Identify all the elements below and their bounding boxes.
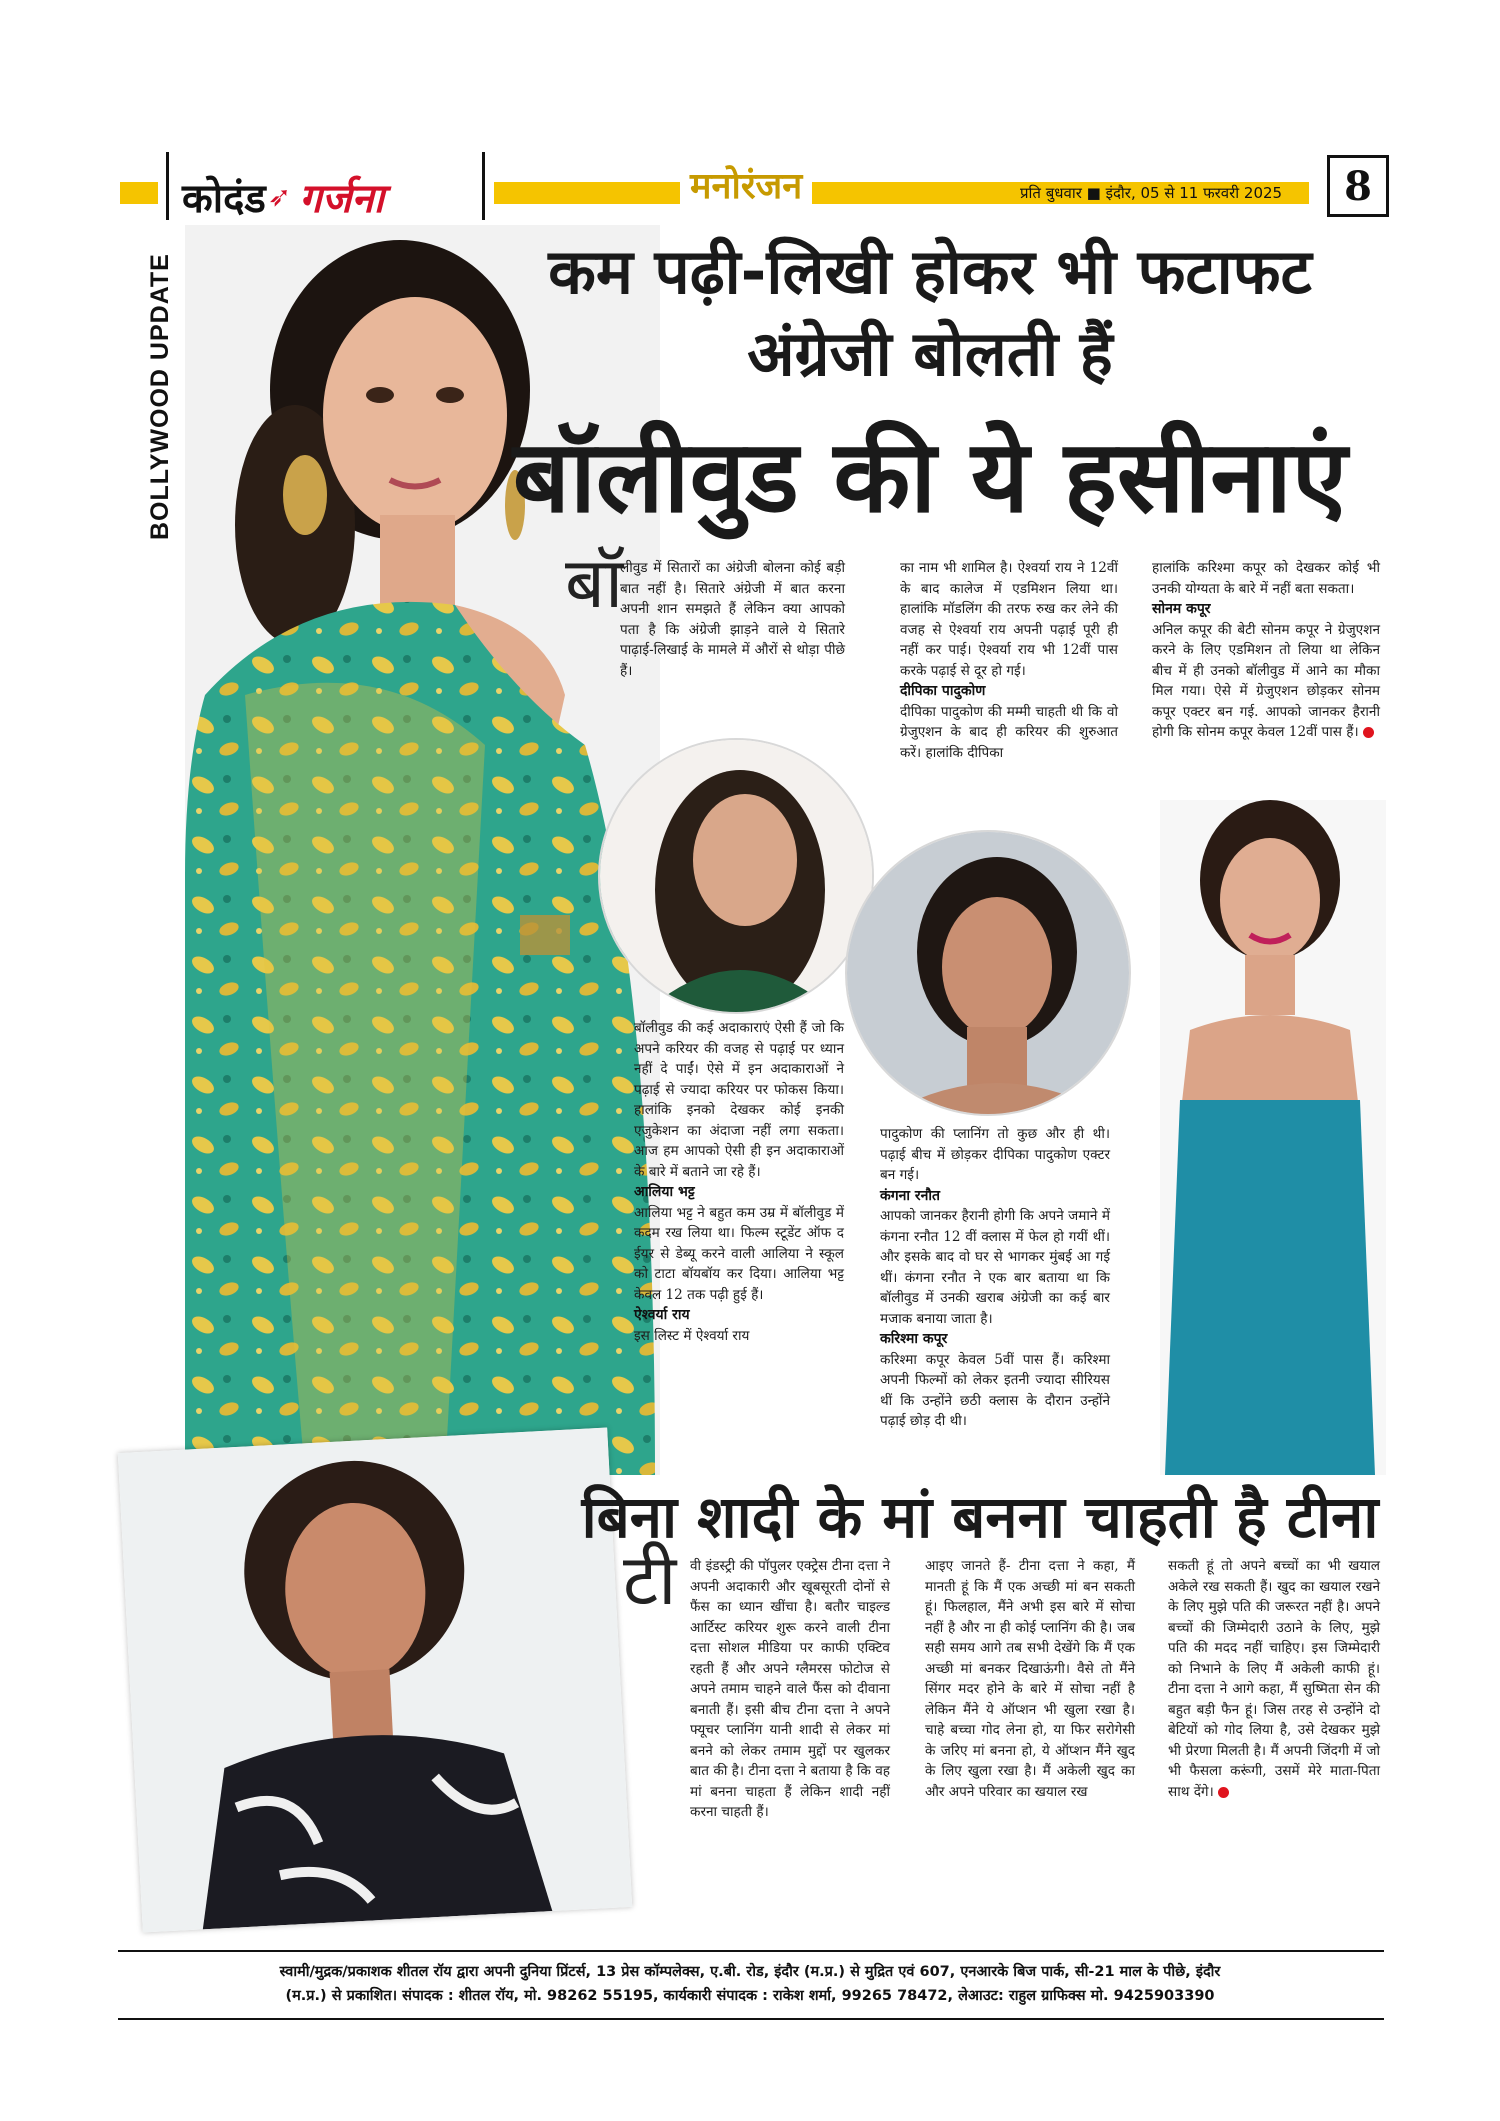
- subhead-karisma: करिश्मा कपूर: [880, 1331, 948, 1347]
- tina-text-3: सकती हूं तो अपने बच्चों का भी खयाल अकेले रख सकती हैं। खुद का खयाल रखने के लिए मुझे पति की जरूरत नहीं है। अपने बच्चों की जिम्मेदारी उठाने के लिए, मुझे पति की मदद नहीं चाहिए। इस जिम्मेदारी को निभाने के लिए मैं अकेली काफी हूं। टीना दत्ता ने आगे कहा, मैं सुष्मिता सेन की बहुत बड़ी फैन हूं। जिस तरह से उन्होंने दो बेटियों को गोद लिया है, उसे देखकर मुझे भी प्रेरणा मिलती है। मैं अपनी जिंदगी में जो भी फैसला करूंगी, उसमें मेरे माता-पिता साथ देंगे।: [1168, 1558, 1380, 1800]
- deepika-paragraph: दीपिका पादुकोण की मम्मी चाहती थी कि वो ग्रेजुएशन के बाद ही करियर की शुरुआत करें। हालांकि दीपिका: [900, 703, 1118, 761]
- tina-paragraph-1: वी इंडस्ट्री की पॉपुलर एक्ट्रेस टीना दत्ता ने अपनी अदाकारी और खूबसूरती दोनों से फैंस का ध्यान खींचा है। बतौर चाइल्ड आर्टिस्ट करियर शुरू करने वाली टीना दत्ता सोशल मीडिया पर काफी एक्टिव रहती हैं और अपने ग्लैमरस फोटोज से अपने तमाम चाहने वाले फैंस को दीवाना बनाती हैं। इसी बीच टीना दत्ता ने अपने फ्यूचर प्लानिंग यानी शादी से लेकर मां बनने को लेकर तमाम मुद्दों पर खुलकर बात की है। टीना दत्ता ने बताया है कि वह मां बनना चाहता हैं लेकिन शादी नहीं करना चाहती हैं।: [690, 1558, 890, 1820]
- article1-column-5: [880, 1124, 1110, 1432]
- karisma-paragraph: करिश्मा कपूर केवल 5वीं पास हैं। करिश्मा अपनी फिल्मों को लेकर इतनी ज्यादा सीरियस थीं कि उन्होंने छठी क्लास के दौरान उन्होंने पढ़ाई छोड़ दी थी।: [880, 1351, 1110, 1429]
- page-number: 8: [1327, 155, 1389, 217]
- kangana-paragraph: आपको जानकर हैरानी होगी कि अपने जमाने में कंगना रनौत 12 वीं क्लास में फेल हो गयीं थीं। और इसके बाद वो घर से भागकर मुंबई आ गई थीं। कंगना रनौत ने एक बार बताया था कि बॉलीवुड में उनकी खराब अंग्रेजी का कई बार मजाक बनाया जाता है।: [880, 1208, 1110, 1327]
- article1-column-3: [1152, 558, 1380, 743]
- subhead-alia: आलिया भट्ट: [634, 1184, 695, 1200]
- alia-paragraph: आलिया भट्ट ने बहुत कम उम्र में बॉलीवुड में कदम रख लिया था। फिल्म स्टूडेंट ऑफ द ईयर से डेब्यू करने वाली आलिया ने स्कूल को टाटा बॉयबॉय कर दिया। आलिया भट्ट केवल 12 तक पढ़ी हुई हैं।: [634, 1204, 844, 1303]
- sonam-photo-art: [1160, 800, 1386, 1475]
- headline-line-2: अंग्रेजी बोलती हैं: [747, 317, 1113, 390]
- subhead-deepika: दीपिका पादुकोण: [900, 683, 986, 699]
- headline-article-2: बिना शादी के मां बनना चाहती है टीना: [581, 1483, 1379, 1551]
- article2-column-1: [690, 1556, 890, 1823]
- footer-rule-bottom: [118, 2018, 1384, 2020]
- tina-photo: [118, 1428, 632, 1933]
- article1-column-1: [620, 558, 845, 681]
- subhead-aishwarya: ऐश्वर्या राय: [634, 1307, 690, 1323]
- karisma-continued: हालांकि करिश्मा कपूर को देखकर कोई भी उनकी योग्यता के बारे में नहीं बता सकता।: [1152, 560, 1380, 597]
- aishwarya-continued: का नाम भी शामिल है। ऐश्वर्या राय ने 12वीं के बाद कालेज में एडमिशन लिया था। हालांकि मॉडलिंग की तरफ रुख कर लेने की वजह से ऐश्वर्या राय अपनी पढ़ाई पूरी ही नहीं कर पाई। ऐश्वर्या राय भी 12वीं पास करके पढ़ाई से दूर हो गई।: [900, 560, 1118, 679]
- dateline: प्रति बुधवार ■ इंदौर, 05 से 11 फरवरी 2025: [1020, 184, 1283, 202]
- intro-paragraph: लीवुड में सितारों का अंग्रेजी बोलना कोई बड़ी बात नहीं है। सितारे अंग्रेजी में बात करना अपनी शान समझते हैं लेकिन क्या आपको पता है कि अंग्रेजी झाड़ने वाले ये सितारे पाढ़ाई-लिखाई के मामले में औरों से थोड़ा पीछे हैं।: [620, 560, 845, 679]
- masthead-logo: [182, 165, 384, 227]
- deepika-continued: पादुकोण की प्लानिंग तो कुछ और ही थी। पढ़ाई बीच में छोड़कर दीपिका पादुकोण एक्टर बन गई।: [880, 1126, 1110, 1183]
- subhead-sonam: सोनम कपूर: [1152, 601, 1211, 617]
- sonam-text: अनिल कपूर की बेटी सोनम कपूर ने ग्रेजुएशन करने के लिए एडमिशन तो लिया था लेकिन बीच में ही उनको बॉलीवुड में आने का मौका मिल गया। ऐसे में ग्रेजुएशन छोड़कर सोनम कपूर एक्टर बन गई. आपको जानकर हैरानी होगी कि सोनम कपूर केवल 12वीं पास हैं।: [1152, 621, 1380, 740]
- end-dot-icon: [1363, 727, 1374, 738]
- aishwarya-paragraph: इस लिस्ट में ऐश्वर्या राय: [634, 1327, 750, 1344]
- imprint-line-2: (म.प्र.) से प्रकाशित। संपादक : शीतल रॉय, मो. 98262 55195, कार्यकारी संपादक : राकेश शर्मा, 99265 78472, लेआउट: राहुल ग्राफिक्स मो. 9425903390: [285, 1988, 1215, 2004]
- header-rule: [166, 152, 169, 220]
- headline-line-3: बॉलीवुड की ये हसीनाएं: [512, 418, 1348, 535]
- brand-part-1: कोदंड: [182, 175, 266, 222]
- tina-photo-art: [118, 1428, 632, 1933]
- aishwarya-photo: [598, 738, 874, 1014]
- sonam-paragraph: [1152, 620, 1380, 743]
- article2-column-3: [1168, 1556, 1380, 1802]
- tina-paragraph-3: [1168, 1556, 1380, 1802]
- aishwarya-photo-art: [600, 740, 872, 1012]
- article1-column-4: [634, 1018, 844, 1346]
- brand-part-2: गर्जना: [299, 175, 384, 222]
- sonam-photo: [1160, 800, 1386, 1475]
- article2-column-2: [925, 1556, 1135, 1802]
- imprint: [120, 1960, 1380, 2008]
- section-title: मनोरंजन: [680, 160, 812, 209]
- deepika-photo-art: [847, 832, 1129, 1114]
- end-dot-icon: [1218, 1787, 1229, 1798]
- bow-icon: ➶: [267, 179, 292, 213]
- article1-column-2: [900, 558, 1118, 763]
- deepika-photo: [845, 830, 1131, 1116]
- header-rule: [482, 152, 485, 220]
- intro-continued: बॉलीवुड की कई अदाकाराएं ऐसी हैं जो कि अपने करियर की वजह से पढ़ाई पर ध्यान नहीं दे पाईं। ऐसे में इन अदाकाराओं ने पढ़ाई से ज्यादा करियर पर फोकस किया। हालांकि इनको देखकर कोई इनकी एजुकेशन का अंदाजा नहीं लगा सकता। आज हम आपको ऐसी ही इन अदाकाराओं के बारे में बताने जा रहे हैं।: [634, 1020, 844, 1180]
- header-bar-left: [120, 182, 158, 204]
- footer-rule-top: [118, 1950, 1384, 1952]
- side-label: BOLLYWOOD UPDATE: [146, 253, 174, 540]
- dropcap: बॉ: [565, 542, 624, 624]
- imprint-line-1: स्वामी/मुद्रक/प्रकाशक शीतल रॉय द्वारा अपनी दुनिया प्रिंटर्स, 13 प्रेस कॉम्पलेक्स, ए.बी. रोड, इंदौर (म.प्र.) से मुद्रित एवं 607, एनआरके बिज पार्क, सी-21 माल के पीछे, इंदौर: [279, 1964, 1221, 1980]
- tina-paragraph-2: आइए जानते हैं- टीना दत्ता ने कहा, मैं मानती हूं कि मैं एक अच्छी मां बन सकती हूं। फिलहाल, मैंने अभी इस बारे में सोचा नहीं है और ना ही कोई प्लानिंग की है। जब सही समय आगे तब सभी देखेंगे कि मैं एक अच्छी मां बनकर दिखाऊंगी। वैसे तो मैंने सिंगर मदर होने के बारे में सोचा नहीं है लेकिन मैंने ये ऑप्शन भी खुला रखा है। चाहे बच्चा गोद लेना हो, या फिर सरोगेसी के जरिए मां बनना हो, ये ऑप्शन मैंने खुद के लिए खुला रखा है। मैं अकेली खुद का और अपने परिवार का खयाल रख: [925, 1558, 1135, 1800]
- subhead-kangana: कंगना रनौत: [880, 1187, 941, 1204]
- dropcap-2: टी: [623, 1539, 677, 1621]
- headline-line-1: कम पढ़ी-लिखी होकर भी फटाफट: [548, 235, 1312, 308]
